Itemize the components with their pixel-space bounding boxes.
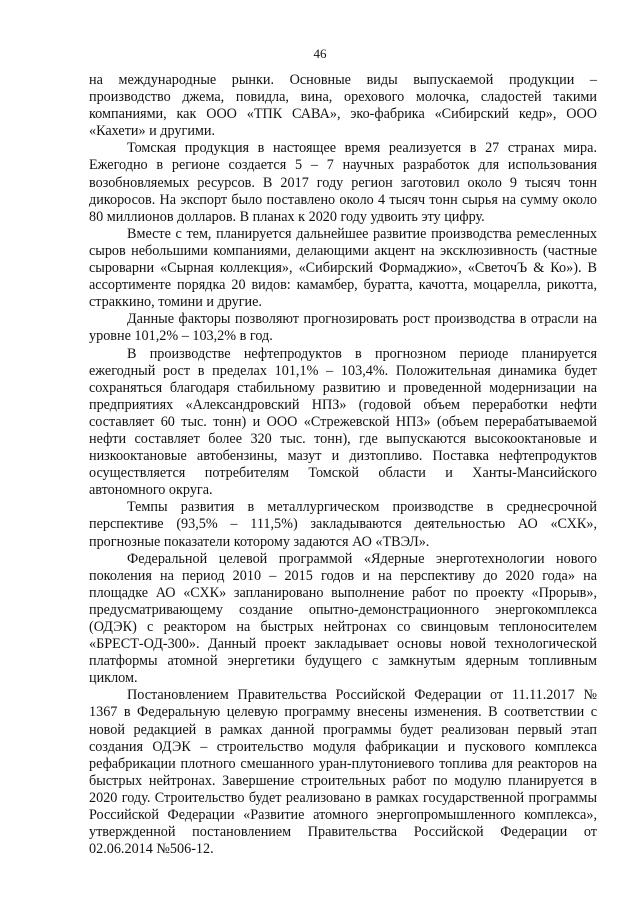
paragraph-federal-program: Федеральной целевой программой «Ядерные энерготехнологии нового поколения на период 2010 – 2015 годов и на перспективу до 2020 года» на площадке АО «СХК» запланировано выполнение работ по проекту «Прорыв», предусматривающему создание опытно-демонстрационного энергокомплекса (ОДЭК) с реактором на быстрых нейтронах со свинцовым теплоносителем «БРЕСТ-ОД-300». Данный проект закладывает основы новой технологической платформы атомной энергетики будущего с замкнутым ядерным топливным циклом. — [89, 550, 597, 687]
paragraph-government-decree: Постановлением Правительства Российской Федерации от 11.11.2017 № 1367 в Федеральную целевую программу внесены изменения. В соответствии с новой редакцией в рамках данной программы будет реализован первый этап создания ОДЭК – строительство модуля фабрикации и пускового комплекса рефабрикации плотного смешанного уран-плутониевого топлива для реакторов на быстрых нейтронах. Завершение строительных работ по модулю планируется в 2020 году. Строительство будет реализовано в рамках государственной программы Российской Федерации «Развитие атомного энергопромышленного комплекса», утвержденной постановлением Правительства Российской Федерации от 02.06.2014 №506-12. — [89, 687, 597, 858]
body-text — [89, 72, 597, 858]
paragraph-oil-products: В производстве нефтепродуктов в прогнозном периоде планируется ежегодный рост в пределах 101,1% – 103,4%. Положительная динамика будет сохраняться благодаря стабильному развитию и проведенной модернизации на предприятиях «Александровский НПЗ» (годовой объем переработки нефти составляет 60 тыс. тонн) и ООО «Стрежевской НПЗ» (объем перерабатываемой нефти составляет более 320 тыс. тонн), где выпускаются высокооктановые и низкооктановые автобензины, мазут и дизтопливо. Поставка нефтепродуктов осуществляется потребителям Томской области и Ханты-Мансийского автономного округа. — [89, 345, 597, 499]
paragraph-forecast: Данные факторы позволяют прогнозировать рост производства в отрасли на уровне 101,2% – 103,2% в год. — [89, 311, 597, 345]
paragraph-cheese: Вместе с тем, планируется дальнейшее развитие производства ремесленных сыров небольшими компаниями, делающими акцент на эксклюзивность (частные сыроварни «Сырная коллекция», «Сибирский Формаджио», «СветочЪ & Ко»). В ассортименте порядка 20 видов: камамбер, буратта, качотта, моцарелла, рикотта, страккино, томини и другие. — [89, 225, 597, 311]
paragraph-continuation: на международные рынки. Основные виды выпускаемой продукции – производство джема, повидла, вина, орехового молочка, сладостей такими компаниями, как ООО «ТПК САВА», эко-фабрика «Сибирский кедр», ООО «Кахети» и другими. — [89, 72, 597, 140]
paragraph-tomsk-export: Томская продукция в настоящее время реализуется в 27 странах мира. Ежегодно в регионе создается 5 – 7 научных разработок для использования возобновляемых ресурсов. В 2017 году регион заготовил около 9 тысяч тонн дикоросов. На экспорт было поставлено около 4 тысяч тонн сырья на сумму около 80 миллионов долларов. В планах к 2020 году удвоить эту цифру. — [89, 140, 597, 225]
paragraph-metallurgy: Темпы развития в металлургическом производстве в среднесрочной перспективе (93,5% – 111,5%) закладываются деятельностью АО «СХК», прогнозные показатели которому задаются АО «ТВЭЛ». — [89, 499, 597, 550]
page-number: 46 — [313, 46, 327, 61]
